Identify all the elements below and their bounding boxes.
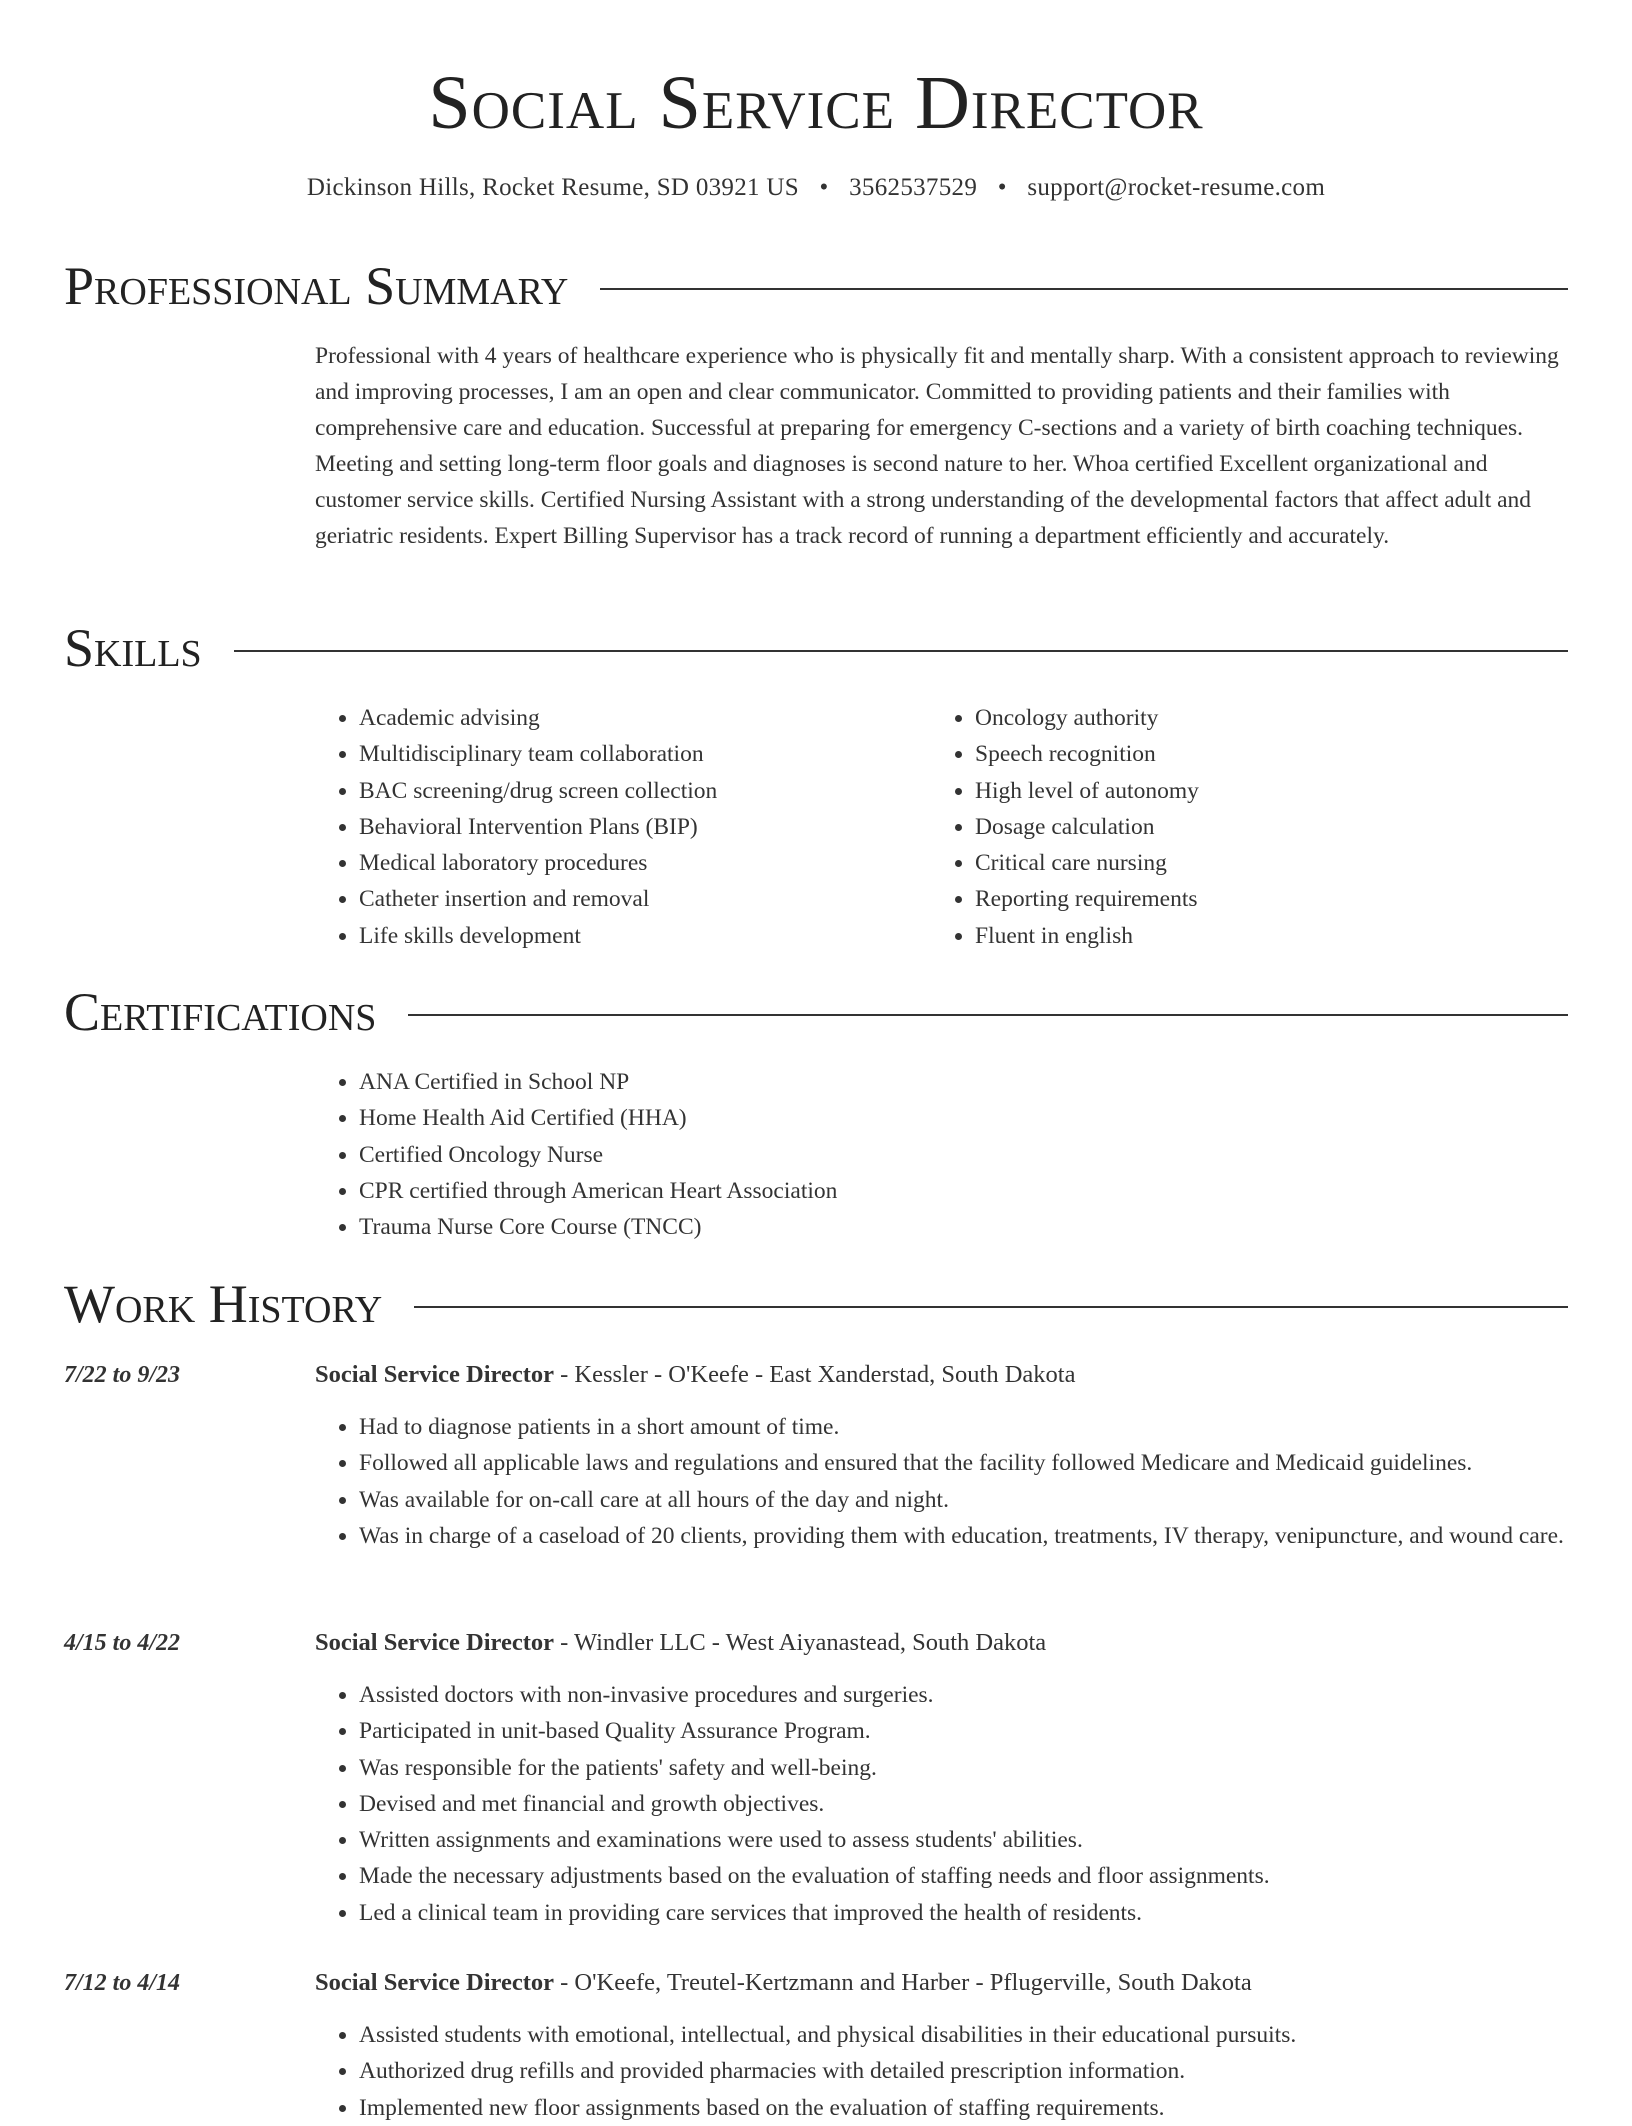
- section-divider: [234, 650, 1568, 652]
- list-item: • Dosage calculation: [975, 809, 1531, 845]
- contact-phone: 3562537529: [849, 174, 978, 201]
- contact-separator: •: [997, 174, 1007, 201]
- job-heading: [315, 1965, 1252, 2001]
- section-title: Certifications: [64, 982, 377, 1042]
- job-role: Social Service Director: [315, 1629, 555, 1656]
- list-item: • Was available for on-call care at all hours of the day and night.: [359, 1482, 1568, 1518]
- list-item: • Assisted doctors with non-invasive procedures and surgeries.: [359, 1677, 1568, 1713]
- contact-separator: •: [819, 174, 829, 201]
- section-title: Work History: [64, 1274, 383, 1334]
- contact-address: Dickinson Hills, Rocket Resume, SD 03921 US: [306, 174, 799, 201]
- list-item: • Home Health Aid Certified (HHA): [359, 1100, 1315, 1136]
- job-bullets: [315, 2017, 1568, 2126]
- list-item: • Was in charge of a caseload of 20 clients, providing them with education, treatments, IV therapy, venipuncture, and wound care.: [359, 1518, 1568, 1554]
- skills-list: [931, 700, 1531, 954]
- section-divider: [408, 1014, 1568, 1016]
- list-item: • Followed all applicable laws and regulations and ensured that the facility followed Medicare and Medicaid guidelines.: [359, 1445, 1568, 1481]
- resume-name: Social Service Director: [428, 61, 1204, 145]
- list-item: • Devised and met financial and growth objectives.: [359, 1786, 1568, 1822]
- job-bullets-wrap: [315, 1677, 1568, 1931]
- list-item: • Medical laboratory procedures: [359, 845, 915, 881]
- section-skills-header: [64, 618, 1568, 678]
- job-role: Social Service Director: [315, 1969, 555, 1996]
- list-item: • Certified Oncology Nurse: [359, 1137, 1315, 1173]
- resume-page: [64, 0, 1568, 2121]
- summary-text: Professional with 4 years of healthcare experience who is physically fit and mentally sharp. With a consistent approach to reviewing and improving processes, I am an open and clear communicator. Committed to providing patients and their families with comprehensive care and education. Successful at preparing for emergency C-sections and a variety of birth coaching techniques. Meeting and setting long-term floor goals and diagnoses is second nature to her. Whoa certified Excellent organizational and customer service skills. Certified Nursing Assistant with a strong understanding of the developmental factors that affect adult and geriatric residents. Expert Billing Supervisor has a track record of running a department efficiently and accurately.: [315, 343, 1559, 549]
- section-title: Professional Summary: [64, 256, 569, 316]
- contact-line: [64, 174, 1568, 202]
- list-item: • Catheter insertion and removal: [359, 881, 915, 917]
- list-item: • BAC screening/drug screen collection: [359, 773, 915, 809]
- job-dates: 7/12 to 4/14: [64, 1970, 181, 1996]
- skills-list: [315, 700, 915, 954]
- certifications-list-wrap: [315, 1064, 1315, 1245]
- job-bullets: [315, 1677, 1568, 1931]
- list-item: • Trauma Nurse Core Course (TNCC): [359, 1209, 1315, 1245]
- skills-column-left: [315, 700, 915, 954]
- list-item: • Participated in unit-based Quality Assurance Program.: [359, 1713, 1568, 1749]
- job-details: - O'Keefe, Treutel-Kertzmann and Harber - Pflugerville, South Dakota: [554, 1969, 1252, 1996]
- list-item: • Life skills development: [359, 918, 915, 954]
- section-title: Skills: [64, 618, 202, 678]
- job-heading: [315, 1357, 1075, 1393]
- job-heading: [315, 1625, 1046, 1661]
- list-item: • Written assignments and examinations were used to assess students' abilities.: [359, 1822, 1568, 1858]
- list-item: • Academic advising: [359, 700, 915, 736]
- job-bullets: [315, 1409, 1568, 1554]
- job-details: - Kessler - O'Keefe - East Xanderstad, South Dakota: [554, 1361, 1076, 1388]
- list-item: • Behavioral Intervention Plans (BIP): [359, 809, 915, 845]
- list-item: • ANA Certified in School NP: [359, 1064, 1315, 1100]
- section-divider: [600, 288, 1568, 290]
- list-item: • High level of autonomy: [975, 773, 1531, 809]
- list-item: • Made the necessary adjustments based on the evaluation of staffing needs and floor assignments.: [359, 1858, 1568, 1894]
- section-divider: [414, 1306, 1568, 1308]
- list-item: • CPR certified through American Heart Association: [359, 1173, 1315, 1209]
- job-role: Social Service Director: [315, 1361, 555, 1388]
- job-dates: 4/15 to 4/22: [64, 1630, 181, 1656]
- section-work-header: [64, 1274, 1568, 1334]
- list-item: • Had to diagnose patients in a short amount of time.: [359, 1409, 1568, 1445]
- list-item: • Authorized drug refills and provided pharmacies with detailed prescription information.: [359, 2053, 1568, 2089]
- list-item: • Critical care nursing: [975, 845, 1531, 881]
- job-dates: 7/22 to 9/23: [64, 1362, 181, 1388]
- list-item: • Multidisciplinary team collaboration: [359, 736, 915, 772]
- contact-email: support@rocket-resume.com: [1027, 174, 1326, 201]
- list-item: • Assisted students with emotional, intellectual, and physical disabilities in their educational pursuits.: [359, 2017, 1568, 2053]
- job-details: - Windler LLC - West Aiyanastead, South Dakota: [554, 1629, 1047, 1656]
- list-item: • Fluent in english: [975, 918, 1531, 954]
- certifications-list: [315, 1064, 1315, 1245]
- list-item: • Reporting requirements: [975, 881, 1531, 917]
- list-item: • Led a clinical team in providing care services that improved the health of residents.: [359, 1895, 1568, 1931]
- list-item: • Implemented new floor assignments based on the evaluation of staffing requirements.: [359, 2090, 1568, 2126]
- section-certifications-header: [64, 982, 1568, 1042]
- list-item: • Oncology authority: [975, 700, 1531, 736]
- section-summary-header: [64, 256, 1568, 316]
- skills-column-right: [931, 700, 1531, 954]
- job-bullets-wrap: [315, 2017, 1568, 2126]
- list-item: • Was responsible for the patients' safety and well-being.: [359, 1750, 1568, 1786]
- job-bullets-wrap: [315, 1409, 1568, 1554]
- list-item: • Speech recognition: [975, 736, 1531, 772]
